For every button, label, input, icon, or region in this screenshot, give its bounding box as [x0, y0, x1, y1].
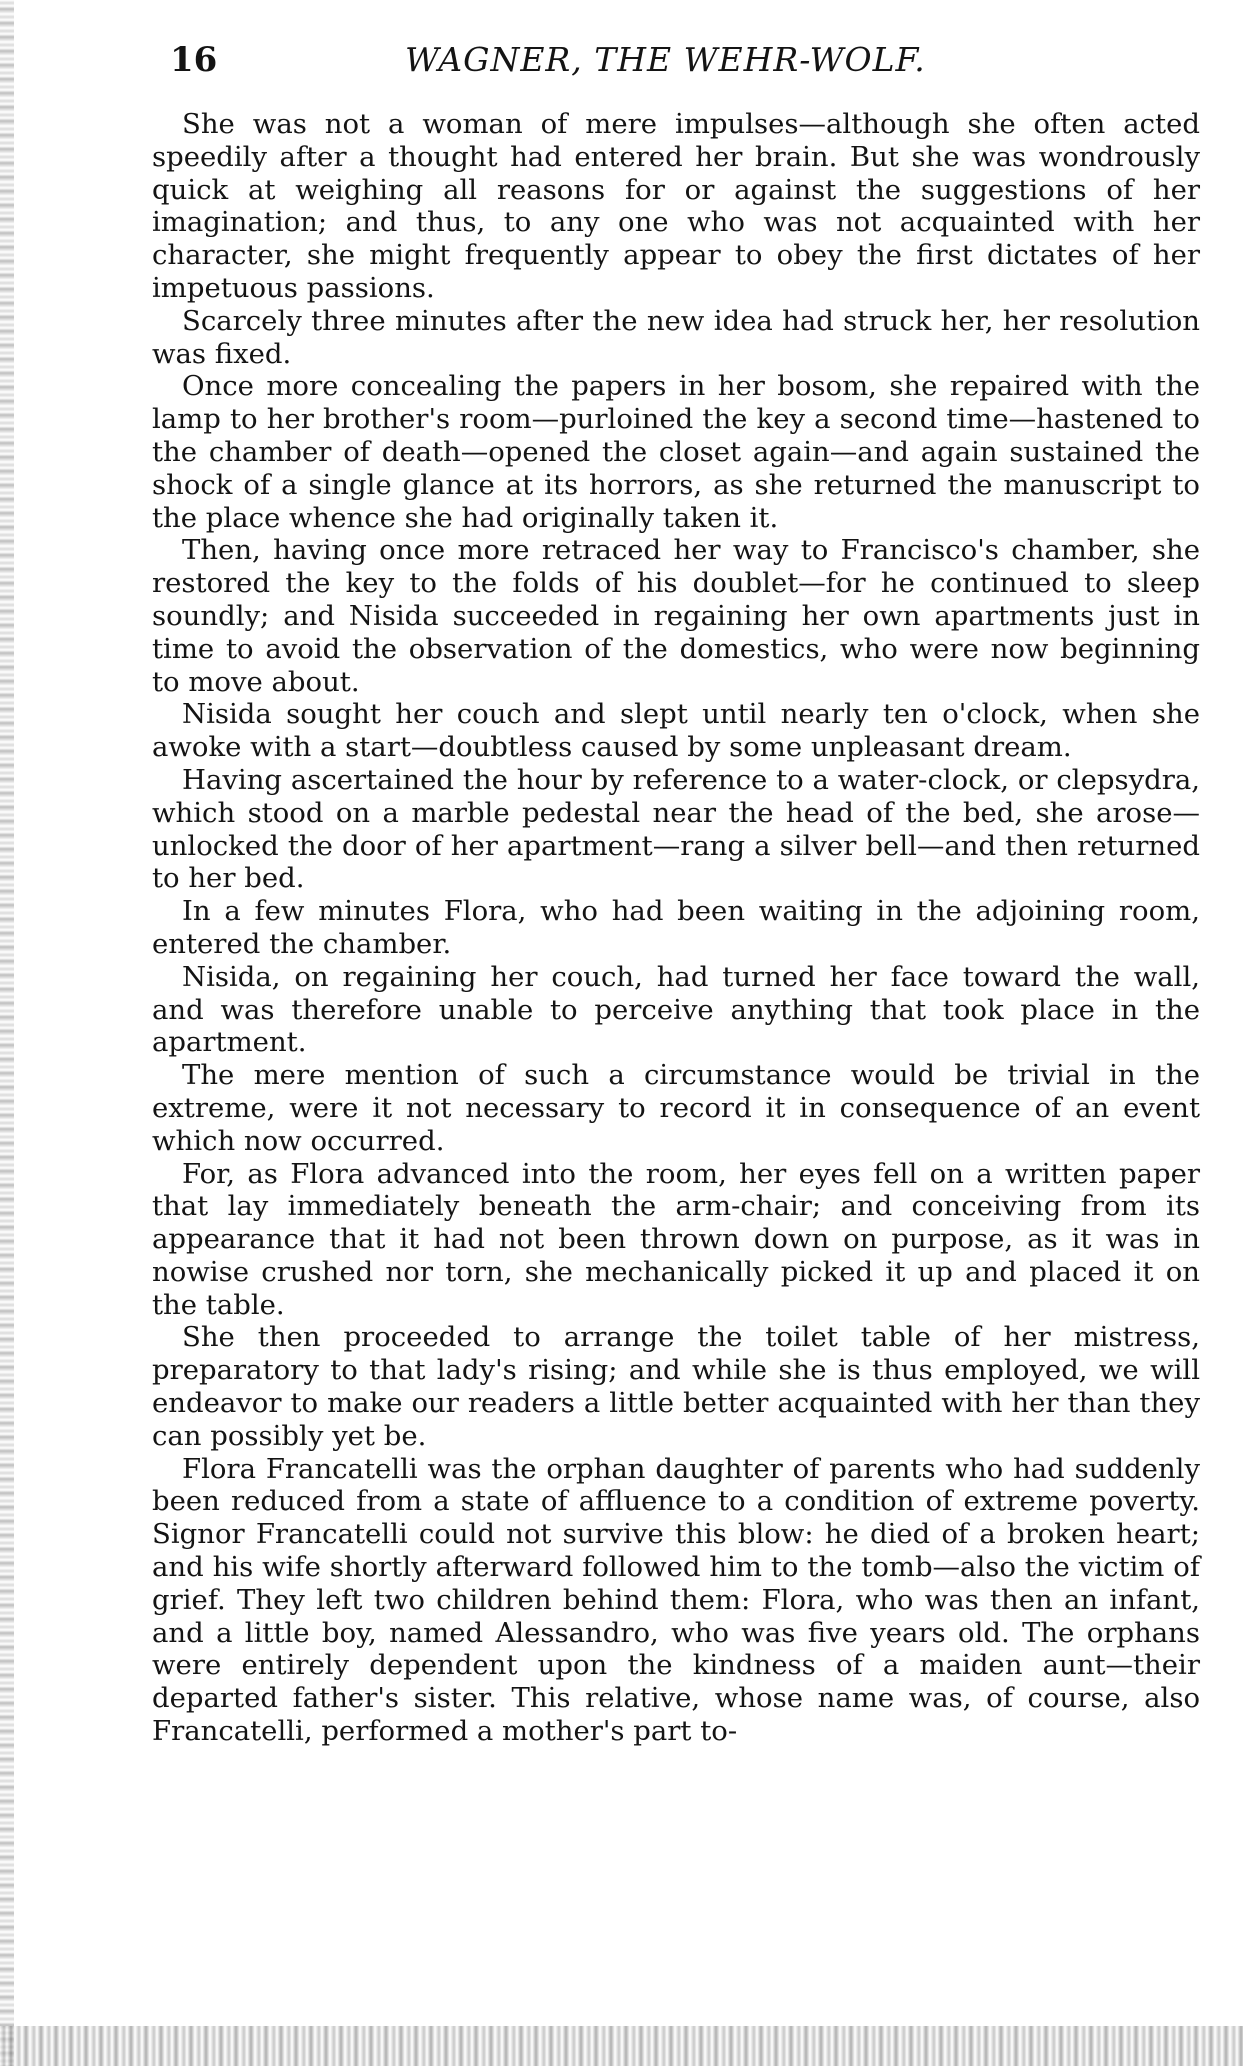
running-title: WAGNER, THE WEHR-WOLF.	[405, 40, 926, 79]
paragraph: Having ascertained the hour by reference to a water-clock, or clepsydra, which stood on a marble pedestal near the head of the bed, she arose—unlocked the door of her apartment—rang a silver bell—and then returned to her bed.	[152, 763, 1200, 895]
paragraph: The mere mention of such a circumstance would be trivial in the extreme, were it not necessary to record it in consequence of an event which now occurred.	[152, 1059, 1200, 1157]
paragraph: She was not a woman of mere impulses—although she often acted speedily after a thought had entered her brain. But she was wondrously quick at weighing all reasons for or against the suggestions of her imagination; and thus, to any one who was not acquainted with her character, she might frequently appear to obey the first dictates of her impetuous passions.	[152, 108, 1200, 304]
paragraph: She then proceeded to arrange the toilet table of her mistress, preparatory to that lady's rising; and while she is thus employed, we will endeavor to make our readers a little better acquainted with her than they can possibly yet be.	[152, 1321, 1200, 1452]
paragraph: In a few minutes Flora, who had been waiting in the adjoining room, entered the chamber.	[152, 895, 1200, 960]
page-number: 16	[170, 40, 218, 80]
scan-edge-left	[0, 0, 14, 2066]
paragraph: Nisida, on regaining her couch, had turned her face toward the wall, and was therefore unable to perceive anything that took place in the apartment.	[152, 960, 1200, 1059]
paragraph: Once more concealing the papers in her bosom, she repaired with the lamp to her brother's room—purloined the key a second time—hastened to the chamber of death—opened the closet again—and again sustained the shock of a single glance at its horrors, as she returned the manuscript to the place whence she had originally taken it.	[152, 370, 1200, 534]
paragraph: Nisida sought her couch and slept until nearly ten o'clock, when she awoke with a start—doubtless caused by some unpleasant dream.	[152, 698, 1200, 764]
page-header	[170, 40, 1200, 90]
paragraph: Then, having once more retraced her way to Francisco's chamber, she restored the key to the folds of his doublet—for he continued to sleep soundly; and Nisida succeeded in regaining her own apartments just in time to avoid the observation of the domestics, who were now beginning to move about.	[152, 534, 1200, 698]
body-text	[152, 108, 1200, 1748]
scan-edge-bottom	[0, 2026, 1243, 2066]
paragraph: For, as Flora advanced into the room, her eyes fell on a written paper that lay immediately beneath the arm-chair; and conceiving from its appearance that it had not been thrown down on purpose, as it was in nowise crushed nor torn, she mechanically picked it up and placed it on the table.	[152, 1157, 1200, 1321]
paragraph: Flora Francatelli was the orphan daughter of parents who had suddenly been reduced from a state of affluence to a condition of extreme poverty. Signor Francatelli could not survive this blow: he died of a broken heart; and his wife shortly afterward followed him to the tomb—also the victim of grief. They left two children behind them: Flora, who was then an infant, and a little boy, named Alessandro, who was five years old. The orphans were entirely dependent upon the kindness of a maiden aunt—their departed father's sister. This relative, whose name was, of course, also Francatelli, performed a mother's part to-	[152, 1452, 1200, 1748]
paragraph: Scarcely three minutes after the new idea had struck her, her resolution was fixed.	[152, 304, 1200, 370]
